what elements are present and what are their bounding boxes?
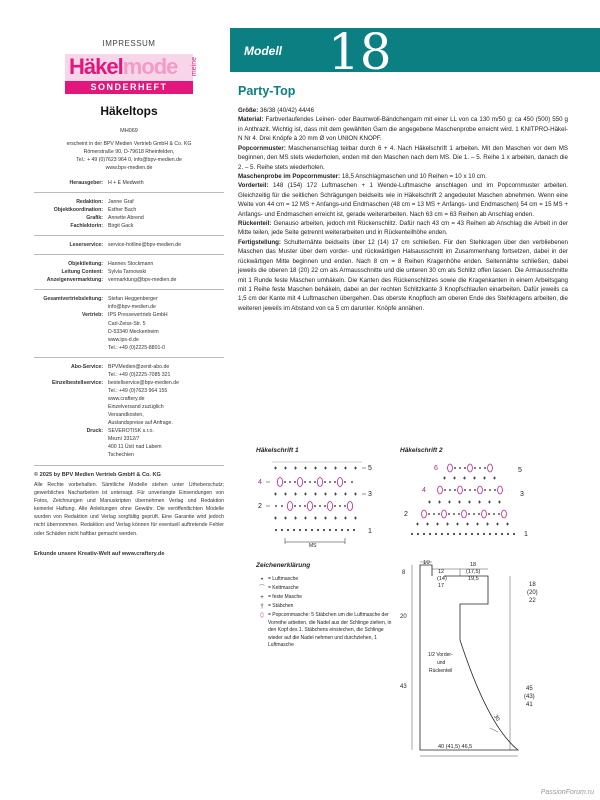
model-number: 18 — [328, 23, 392, 81]
impressum-row — [34, 403, 224, 411]
pattern-paragraph — [238, 172, 568, 181]
legend-text: = Stäbchen — [268, 603, 294, 609]
paragraph-text: Genauso arbeiten, jedoch mit Rückenschlitz. Dafür nach 43 cm = 43 Reihen ab Anschlag die Arbeit in der Mitte teilen, jede Seite getrennt weiterarbeiten und in Rückenteilhöhe enden. — [238, 220, 568, 237]
impressum-row — [34, 363, 224, 371]
impressum-row — [34, 395, 224, 403]
impressum-row — [34, 198, 224, 206]
dim-side-3: 41 — [526, 702, 533, 708]
crochet-chart-2 — [398, 458, 548, 548]
legend-item — [256, 612, 396, 650]
impressum-value: Esther Bach — [108, 206, 137, 213]
legend-symbol-icon: • — [260, 577, 264, 583]
watermark: PassionForum.ru — [540, 789, 594, 796]
impressum-value: D-53340 Meckenheim — [108, 328, 159, 335]
issue-title: Häkeltops — [100, 104, 158, 119]
impressum-key: Objektleitung: — [68, 261, 103, 268]
garment-schematic — [398, 560, 578, 760]
impressum-row — [34, 435, 224, 443]
legend-symbol-icon: ⌒ — [258, 586, 265, 592]
impressum-value[interactable]: service-hotline@bpv-medien.de — [108, 242, 182, 249]
legend-symbol-icon: + — [260, 595, 264, 601]
pattern-paragraph — [238, 238, 568, 313]
impressum-value: Tschechien — [108, 452, 134, 459]
pattern-paragraphs — [238, 106, 568, 313]
impressum-value: Tel.: +49 (0)2225-7085 321 — [108, 371, 171, 378]
impressum-row — [34, 419, 224, 427]
d1-row-1: 1 — [368, 528, 372, 535]
impressum-key — [34, 403, 108, 411]
legend-title: Zeichenerklärung — [256, 562, 311, 569]
impressum-key — [34, 419, 108, 427]
impressum-row — [34, 344, 224, 352]
legend-text: = Kettmasche — [268, 585, 299, 591]
impressum-value[interactable]: bestellservice@bpv-medien.de — [108, 379, 180, 386]
impressum-key: Grafik: — [86, 214, 103, 221]
impressum-row — [34, 320, 224, 328]
dim-arm-3: 22 — [529, 598, 536, 604]
paragraph-text: Schulternähte beidseits über 12 (14) 17 cm schließen. Für den Stehkragen über den verbliebenen Maschen das Muster über dem vorder- und rückwärtigen Halsausschnitt im Zusammenhang fortsetzen, dabei in der rückwärtigen Mitte beginnen und enden. Nach 8 cm = 8 Reihen Kragenhöhe enden. Seitennähte schließen, dabei jeweils die oberen 18 (20) 22 cm als Armausschnitte und die unteren 30 cm als Schlitz offen lassen. Die Armausschnitte mit 1 Runde feste Maschen umhäkeln. Die Kanten des Rückenschlitzes sowie die Kragenkanten in einem Arbeitsgang mit 1 Reihe feste Maschen behäkeln, dabei an der rechten Schlitzkante 3 Knopfschlaufen einarbeiten. Dafür jeweils ca 1,5 cm der Kante mit 4 Luftmaschen übergehen. Das oberste Knopfloch am oberen Ende des Stehkragens arbeiten, die weiteren jeweils im Abstand von ca 5 cm darunter. Knöpfe annähen. — [238, 238, 568, 312]
impressum-key — [34, 336, 108, 344]
impressum-value: Tel.: +49 (0)7623 964 155 — [108, 387, 168, 394]
impressum-row — [34, 260, 224, 268]
craftery-link[interactable]: Erkunde unsere Kreativ-Welt auf www.craftery.de — [34, 550, 165, 557]
impressum-group-orders — [34, 363, 224, 460]
dim-upper-height: 20 — [400, 614, 407, 620]
legend-text: = feste Masche — [268, 594, 303, 600]
copyright-body: Alle Rechte vorbehalten. Sämtliche Modelle stehen unter Urheberschutz; gewerbliches Nacharbeiten ist untersagt. Für unverlangte Einsendungen von Fotos, Zeichnungen und Manuskripten übernehmen Verlag und Redaktion keinerlei Haftung. Alle Anleitungen ohne Gewähr. Die veröffentlichten Modelle wurden von Redaktion und Verlag sorgfältig geprüft. Eine Garantie wird jedoch nicht übernommen. Redaktion und Verlag können für eventuell auftretende Fehler oder Schäden nicht haftbar gemacht werden. — [34, 482, 224, 537]
impressum-value: Versandkosten, — [108, 412, 144, 419]
logo-meine: meine — [191, 57, 198, 77]
impressum-value: 400 11 Ústí nad Labem — [108, 444, 162, 451]
d1-row-2: 2 — [258, 503, 262, 510]
legend-item — [256, 576, 396, 584]
impressum-key — [34, 328, 108, 336]
model-label: Modell — [244, 44, 282, 58]
impressum-group-distribution — [34, 295, 224, 351]
dim-side-1: 45 — [526, 686, 533, 692]
publisher-info — [34, 140, 224, 172]
impressum-value[interactable]: www.craftery.de — [108, 396, 145, 402]
impressum-row — [34, 222, 224, 230]
legend-item — [256, 594, 396, 602]
impressum-value: Mezní 3312/7 — [108, 436, 140, 443]
impressum-group-management — [34, 260, 224, 284]
d1-row-3: 3 — [368, 491, 372, 498]
dim-collar-height: 8 — [402, 570, 406, 576]
impressum-value: Birgit Gack — [108, 223, 134, 229]
paragraph-text: Farbverlaufendes Leinen- oder Baumwoll-Bändchengarn mit einer LL von ca 130 m/50 g: ca 450 (500) 550 g in Anthrazit. Wichtig ist, dass mit dem gewählten Garn die angegebene Maschenprobe erreicht wird. 1 KNITPRO-Häkel-N Nr 4. Drei Knöpfe à 20 mm Ø von UNION KNOPF. — [238, 116, 568, 143]
d2-row-2: 2 — [404, 511, 408, 518]
d1-row-4: 4 — [258, 479, 262, 486]
dim-neck-3: 17 — [438, 583, 445, 589]
dim-arm-2: (20) — [527, 590, 538, 596]
impressum-key — [34, 320, 108, 328]
dim-bottom-width: 40 (41,5) 46,5 — [438, 744, 473, 750]
d2-row-6: 6 — [434, 465, 438, 472]
impressum-row — [34, 268, 224, 276]
paragraph-label: Vorderteil: — [238, 182, 269, 190]
dim-arm-1: 18 — [529, 582, 536, 588]
dim-neck-2: (14) — [437, 576, 447, 582]
piece-label-3: Rückenteil — [429, 668, 453, 674]
dim-slit: 30 — [492, 714, 501, 723]
impressum-key — [34, 387, 108, 395]
impressum-value[interactable]: www.ips-d.de — [108, 336, 139, 343]
impressum-row — [34, 214, 224, 222]
impressum-value: H + E Medweth — [108, 179, 144, 186]
impressum-key — [34, 303, 108, 311]
impressum-value[interactable]: info@bpv-medien.de — [108, 304, 156, 311]
crochet-chart-1 — [252, 458, 387, 548]
impressum-key: Fachlektorin: — [70, 223, 103, 229]
dim-collar-width: 10 — [423, 560, 430, 566]
impressum-key — [34, 435, 108, 443]
impressum-row — [34, 387, 224, 395]
copyright-title: © 2025 by BPV Medien Vertrieb GmbH & Co. KG — [34, 471, 161, 478]
pattern-paragraph — [238, 219, 568, 238]
pattern-title: Party-Top — [238, 84, 296, 98]
dim-shoulder-3: 19,5 — [468, 576, 479, 582]
impressum-group-publisher — [34, 179, 224, 187]
impressum-row — [34, 443, 224, 451]
impressum-row — [34, 206, 224, 214]
paragraph-label: Größe: — [238, 107, 259, 114]
impressum-group-editorial — [34, 198, 224, 230]
impressum-key — [34, 371, 108, 379]
magazine-logo — [65, 54, 198, 94]
impressum-row — [34, 371, 224, 379]
impressum-key: Einzelbestellservice: — [51, 379, 103, 386]
impressum-row — [34, 311, 224, 319]
publisher-line: erscheint in der BPV Medien Vertrieb GmbH & Co. KG — [66, 140, 192, 147]
impressum-key: Vertrieb: — [81, 312, 103, 319]
dim-shoulder-1: 18 — [470, 562, 477, 568]
dim-neck-1: 12 — [438, 569, 445, 575]
impressum-key — [34, 451, 108, 459]
impressum-key — [34, 411, 108, 419]
impressum-value: Hannes Stockmann — [108, 261, 154, 268]
impressum-row — [34, 411, 224, 419]
paragraph-label: Fertigstellung: — [238, 238, 281, 246]
paragraph-text: 148 (154) 172 Luftmaschen + 1 Wende-Luftmasche anschlagen und im Popcornmuster arbeiten. Gleichzeitig für die seitlichen Schrägungen beidseits wie in Häkelschrift 2 angedeutet Maschen abnehmen. Wenn eine Weite von 44 cm = 12 MS + Anfangs-und Endmaschen (48 cm = 13 MS + Anfangs- und Endmaschen) 54 cm = 15 MS + Anfangs- und Endmaschen erreicht ist, gerade weiterarbeiten. Nach 63 cm = 63 Reihen ab Anschlag enden. — [238, 182, 568, 218]
pattern-paragraph — [238, 144, 568, 172]
publisher-line: Römerstraße 90, D-79618 Rheinfelden, — [83, 148, 175, 155]
publisher-line: www.bpv-medien.de — [105, 164, 153, 171]
legend-item — [256, 585, 396, 593]
impressum-value: Tel.: +49 (0)2225-8801-0 — [108, 344, 165, 351]
logo-subtitle: SONDERHEFT — [65, 81, 193, 94]
legend-symbol-icon: ⬯ — [260, 613, 264, 619]
dim-lower-height: 43 — [400, 684, 407, 690]
impressum-row — [34, 451, 224, 459]
ms-label: MS — [309, 543, 317, 548]
diagram2-title: Häkelschrift 2 — [400, 447, 443, 454]
paragraph-text: 18,5 Anschlagmaschen und 10 Reihen = 10 x 10 cm. — [340, 172, 487, 180]
d1-row-5: 5 — [368, 465, 372, 472]
d2-row-5: 5 — [518, 467, 522, 474]
piece-label-1: 1/2 Vorder- — [428, 652, 453, 658]
impressum-row — [34, 179, 224, 187]
legend-list — [256, 576, 396, 651]
d2-row-3: 3 — [520, 491, 524, 498]
impressum-value: Sylvia Tarnowski — [108, 269, 147, 276]
impressum-value: Auslandspreise auf Anfrage. — [108, 420, 173, 427]
impressum-value: Janne Graf — [108, 198, 134, 205]
d2-row-4: 4 — [422, 487, 426, 494]
paragraph-text: 36/38 (40/42) 44/46 — [258, 107, 315, 114]
impressum-key: Anzeigenvermarktung: — [46, 277, 103, 284]
impressum-value[interactable]: vermarktung@bpv-medien.de — [108, 277, 177, 284]
impressum-row — [34, 336, 224, 344]
impressum-column — [34, 38, 224, 558]
piece-label-2: und — [437, 660, 446, 666]
legend-item — [256, 603, 396, 611]
paragraph-label: Maschenprobe im Popcornmuster: — [238, 172, 341, 180]
impressum-key: Redaktion: — [76, 198, 103, 205]
dim-shoulder-2: (17,5) — [466, 569, 481, 575]
impressum-key: Herausgeber: — [69, 179, 103, 186]
logo-wordmark: Häkelmode — [69, 54, 178, 80]
paragraph-label: Material: — [238, 116, 264, 124]
diagram1-title: Häkelschrift 1 — [256, 447, 299, 454]
issue-number: MH069 — [120, 127, 138, 134]
impressum-value[interactable]: BPVMedien@zenit-abo.de — [108, 363, 170, 370]
paragraph-label: Rückenteil: — [238, 220, 272, 228]
d2-row-1: 1 — [524, 531, 528, 538]
impressum-row — [34, 328, 224, 336]
legend-symbol-icon: † — [260, 604, 264, 610]
impressum-row — [34, 276, 224, 284]
impressum-group-service — [34, 241, 224, 249]
model-banner — [230, 23, 600, 81]
impressum-key — [34, 395, 108, 403]
impressum-key — [34, 344, 108, 352]
impressum-value: Stefan Heggenberger — [108, 296, 158, 303]
impressum-row — [34, 379, 224, 387]
pattern-paragraph — [238, 115, 568, 143]
impressum-value: SEVEROTISK s.r.o. — [108, 428, 154, 435]
impressum-value: Annette Abrend — [108, 214, 144, 221]
impressum-key: Druck: — [86, 428, 103, 435]
impressum-row — [34, 295, 224, 303]
impressum-key — [34, 443, 108, 451]
impressum-value: IPS Pressevertrieb GmbH — [108, 312, 168, 319]
pattern-paragraph — [238, 106, 568, 115]
impressum-row — [34, 241, 224, 249]
impressum-value: Carl-Zeiss-Str. 5 — [108, 320, 146, 327]
publisher-line: Tel.: + 49 (0)7623 964 0, info@bpv-medien.de — [76, 156, 182, 163]
legend-text: = Popcornmasche: 5 Stäbchen um die Luftmasche der Vorreihe arbeiten, die Nadel aus der Schlinge ziehen, in den Kopf des 1. Stäbchens einstechen, die Schlinge wieder auf die Nadel nehmen und durchziehen, 1 Luftmasche — [268, 612, 392, 648]
impressum-value: Einzelversand zuzüglich — [108, 404, 164, 411]
pattern-text — [238, 82, 568, 313]
legend-text: = Luftmasche — [268, 576, 299, 582]
impressum-key: Gesamtvertriebsleitung: — [43, 296, 103, 303]
impressum-row — [34, 427, 224, 435]
impressum-key: Leitung Content: — [61, 269, 103, 276]
pattern-paragraph — [238, 181, 568, 219]
impressum-heading: IMPRESSUM — [102, 39, 156, 48]
dim-side-2: (43) — [524, 694, 535, 700]
paragraph-label: Popcornmuster: — [238, 144, 286, 152]
impressum-row — [34, 303, 224, 311]
impressum-key: Abo-Service: — [71, 363, 103, 370]
paragraph-text: Maschenanschlag teilbar durch 6 + 4. Nach Häkelschrift 1 arbeiten. Mit den Maschen vor dem MS beginnen, den MS stets wiederholen, enden mit den Maschen nach dem MS. Die 1. – 5. Reihe 1 x arbeiten, danach die 2. – 5. Reihe stets wiederholen. — [238, 144, 568, 171]
impressum-key: Leserservice: — [69, 242, 103, 249]
impressum-key: Objektkoordination: — [53, 206, 103, 213]
